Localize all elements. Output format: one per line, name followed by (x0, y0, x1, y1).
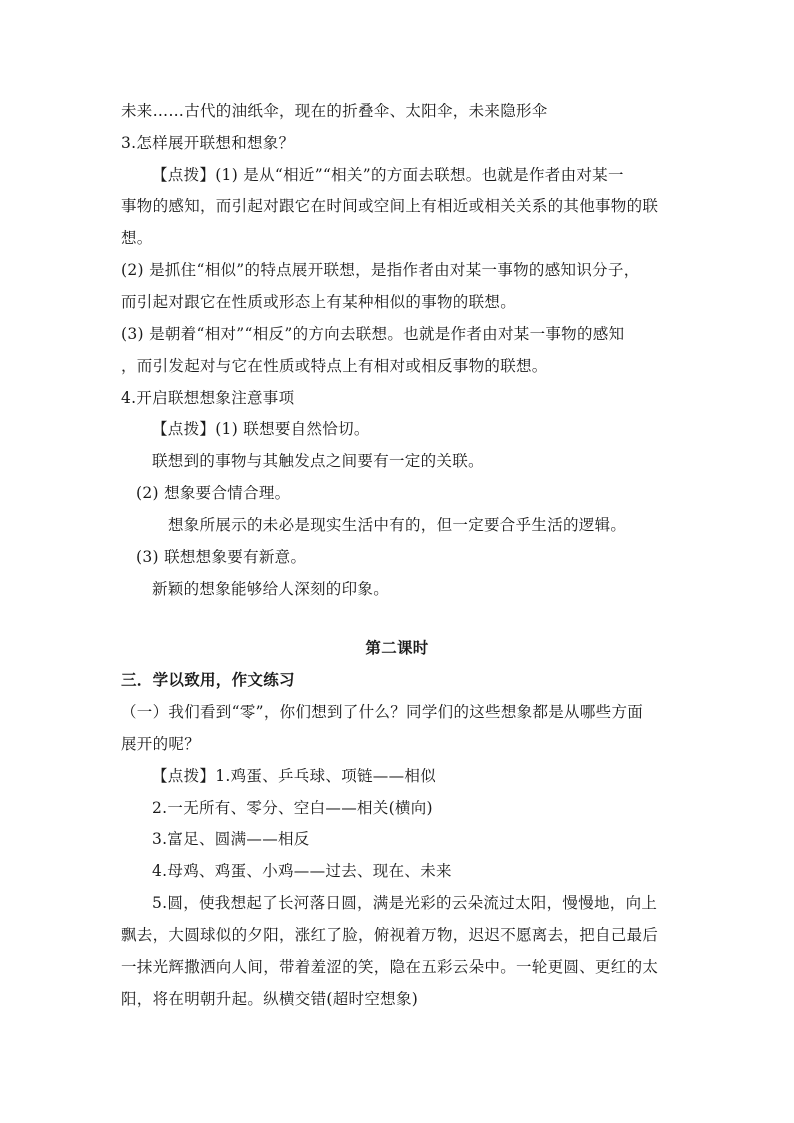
paragraph-line: (2) 想象要合情合理。 (136, 484, 291, 502)
paragraph-line: 3.富足、圆满——相反 (152, 830, 310, 848)
paragraph-line: 【点拨】(1) 是从“相近”“相关”的方面去联想。也就是作者由对某一 (152, 166, 624, 184)
paragraph-line: 一抹光辉撒洒向人间，带着羞涩的笑，隐在五彩云朵中。一轮更圆、更红的太 (121, 958, 659, 976)
paragraph-line: 联想到的事物与其触发点之间要有一定的关联。 (152, 452, 484, 470)
paragraph-line: 未来……古代的油纸伞，现在的折叠伞、太阳伞，未来隐形伞 (121, 102, 548, 120)
paragraph-line: (3) 是朝着“相对”“相反”的方向去联想。也就是作者由对某一事物的感知 (121, 325, 625, 343)
paragraph-line: ，而引发起对与它在性质或特点上有相对或相反事物的联想。 (121, 357, 548, 375)
paragraph-line: 而引起对跟它在性质或形态上有某种相似的事物的联想。 (121, 293, 517, 311)
section-heading: 三．学以致用，作文练习 (121, 670, 295, 689)
paragraph-line: (3) 联想想象要有新意。 (136, 548, 307, 566)
lesson-heading: 第二课时 (365, 638, 429, 657)
paragraph-line: 5.圆，使我想起了长河落日圆，满是光彩的云朵流过太阳，慢慢地，向上 (152, 894, 658, 912)
paragraph-line: 飘去，大圆球似的夕阳，涨红了脸，俯视着万物，迟迟不愿离去，把自己最后 (121, 926, 659, 944)
paragraph-line: 想。 (121, 229, 153, 247)
paragraph-line: （一）我们看到“零”，你们想到了什么？同学们的这些想象都是从哪些方面 (121, 703, 644, 721)
paragraph-line: 【点拨】1.鸡蛋、乒乓球、项链——相似 (152, 767, 436, 785)
paragraph-line: (2) 是抓住“相似”的特点展开联想，是指作者由对某一事物的感知识分子， (121, 261, 640, 279)
paragraph-line: 想象所展示的未必是现实生活中有的，但一定要合乎生活的逻辑。 (168, 516, 627, 534)
paragraph-line: 4.母鸡、鸡蛋、小鸡——过去、现在、未来 (152, 862, 452, 880)
paragraph-line: 2.一无所有、零分、空白——相关(横向) (152, 799, 433, 817)
paragraph-line: 新颖的想象能够给人深刻的印象。 (152, 580, 390, 598)
paragraph-line: 阳，将在明朝升起。纵横交错(超时空想象) (121, 990, 419, 1008)
question-heading: 4.开启联想想象注意事项 (121, 389, 295, 407)
paragraph-line: 展开的呢？ (121, 735, 201, 753)
paragraph-line: 【点拨】(1) 联想要自然恰切。 (152, 420, 370, 438)
paragraph-line: 事物的感知，而引起对跟它在时间或空间上有相近或相关关系的其他事物的联 (121, 197, 659, 215)
question-heading: 3.怎样展开联想和想象？ (121, 134, 295, 152)
